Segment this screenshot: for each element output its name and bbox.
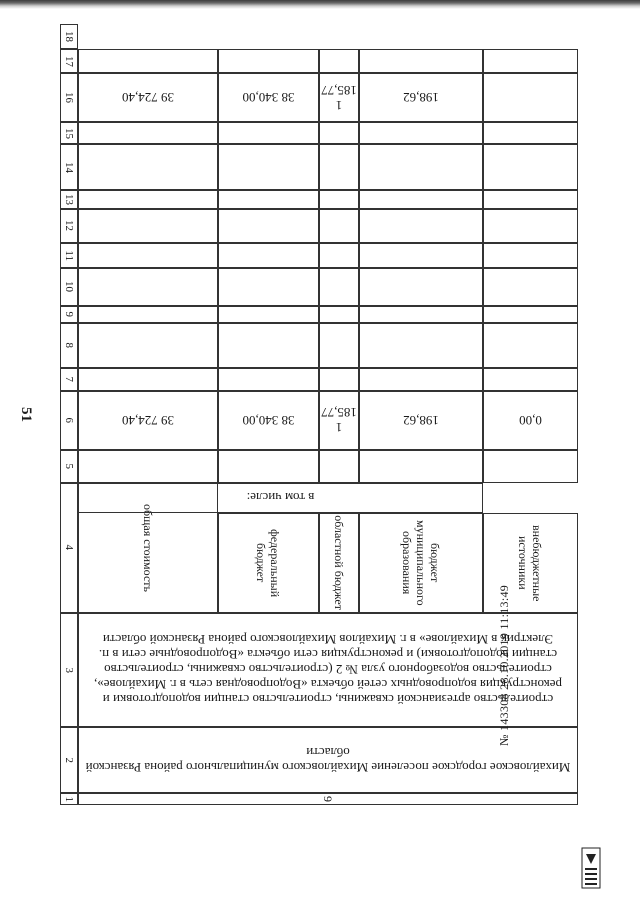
value-cell [78,306,218,323]
funding-label-cell [319,513,359,613]
column-number-label: 1 [63,796,75,802]
column-number [60,73,78,122]
value-cell [319,145,359,190]
value-cell [319,243,359,267]
column-number [60,450,78,483]
column-number [60,190,78,209]
value-text: 39 724,40 [122,412,174,428]
column-number-label: 13 [63,193,75,205]
value-text: 0,00 [519,412,542,428]
column-number-label: 17 [63,55,75,67]
value-cell [78,145,218,190]
value-cell [218,209,319,244]
value-text: 1 185,77 [321,82,357,113]
value-cell [78,450,218,483]
value-cell [483,391,578,450]
value-cell [218,323,319,368]
column-number [60,49,78,73]
column-number [60,306,78,323]
value-cell [78,243,218,267]
project-description: строительство артезианской скважины, строительство станции водоподготовки и реконструкция водопроводных сетей объекта «Водопроводная сеть в г. Михайлове», строительство водозаборного узла № 2 (строительство скважины, строительство станции водоподготовки) и реконструкция сети объекта «Водопроводные сети в п. Электрик в Михайлове» в г. Михайлов Михайловского района Рязанской области [94,632,562,708]
value-cell [483,243,578,267]
including-band [78,483,483,513]
value-cell [218,49,319,73]
value-cell [319,450,359,483]
column-number-label: 18 [63,31,75,43]
value-cell [218,268,319,306]
value-cell [218,145,319,190]
value-cell [78,209,218,244]
funding-label: внебюджетные источники [516,524,545,601]
column-number-label: 15 [63,127,75,139]
value-cell [78,368,218,391]
column-number-label: 2 [63,757,75,763]
coat-of-arms-icon [580,846,602,890]
value-cell [319,368,359,391]
value-cell [359,450,483,483]
value-cell [483,323,578,368]
value-cell [78,391,218,450]
value-cell [483,209,578,244]
footer-number: 9 [321,795,335,802]
organisation-name: Михайловское городское поселение Михайловского муниципального района Рязанской области [85,744,571,775]
value-text: 198,62 [403,412,439,428]
funding-label-cell [218,513,319,613]
column-number-label: 11 [63,250,75,261]
page-number: 51 [18,407,34,422]
value-cell [483,190,578,209]
value-cell [78,49,218,73]
col-1 [78,793,578,805]
value-cell [78,323,218,368]
value-cell [218,391,319,450]
column-number [60,368,78,391]
column-number [60,24,78,49]
value-cell [319,391,359,450]
value-cell [359,243,483,267]
value-cell [319,306,359,323]
value-cell [483,450,578,483]
value-cell [359,368,483,391]
column-number [60,122,78,145]
value-cell [218,190,319,209]
value-cell [218,368,319,391]
value-cell [359,145,483,190]
funding-label: областной бюджет [332,515,346,610]
value-text: 198,62 [403,90,439,106]
funding-label: общая стоимость [141,503,155,592]
column-number [60,209,78,244]
column-number-label: 7 [63,376,75,383]
value-text: 39 724,40 [122,90,174,106]
value-cell [359,209,483,244]
column-number [60,483,78,613]
value-cell [218,306,319,323]
value-cell [218,73,319,122]
value-cell [483,368,578,391]
value-cell [319,122,359,145]
registry-stamp: № 143308 28.10.2019 11:13:49 [497,584,511,746]
value-text: 38 340,00 [242,90,295,106]
column-number-label: 8 [63,342,75,349]
value-cell [78,73,218,122]
column-number-label: 3 [63,667,75,673]
value-cell [359,323,483,368]
value-cell [319,190,359,209]
column-number [60,145,78,190]
value-cell [218,122,319,145]
column-number-label: 6 [63,417,75,423]
column-number-label: 5 [63,463,75,469]
value-cell [319,209,359,244]
scan-edge [0,0,640,9]
funding-label-cell [359,513,483,613]
including-label: в том числе: [246,490,315,506]
column-number [60,727,78,793]
value-cell [359,268,483,306]
value-cell [359,73,483,122]
value-cell [483,306,578,323]
value-cell [359,190,483,209]
value-cell [483,122,578,145]
column-number-label: 9 [63,311,75,318]
value-cell [319,323,359,368]
column-number [60,243,78,267]
funding-label: федеральный бюджет [254,528,283,597]
value-cell [359,391,483,450]
value-cell [483,268,578,306]
value-cell [319,268,359,306]
column-number [60,613,78,727]
value-cell [78,122,218,145]
value-text: 1 185,77 [321,405,357,436]
column-number-label: 4 [63,544,75,551]
column-number [60,391,78,450]
column-number-label: 12 [63,220,75,232]
value-cell [359,122,483,145]
value-cell [483,73,578,122]
value-cell [319,73,359,122]
funding-label: бюджет муниципального образования [400,519,442,606]
value-cell [78,190,218,209]
value-text: 38 340,00 [242,412,295,428]
column-number [60,323,78,368]
value-cell [218,450,319,483]
value-cell [483,49,578,73]
column-number [60,793,78,805]
value-cell [319,49,359,73]
value-cell [483,145,578,190]
column-number-label: 16 [63,92,75,104]
column-number-label: 10 [63,281,75,293]
column-number [60,268,78,306]
value-cell [218,243,319,267]
value-cell [78,268,218,306]
column-number-label: 14 [63,161,75,173]
value-cell [359,49,483,73]
value-cell [359,306,483,323]
